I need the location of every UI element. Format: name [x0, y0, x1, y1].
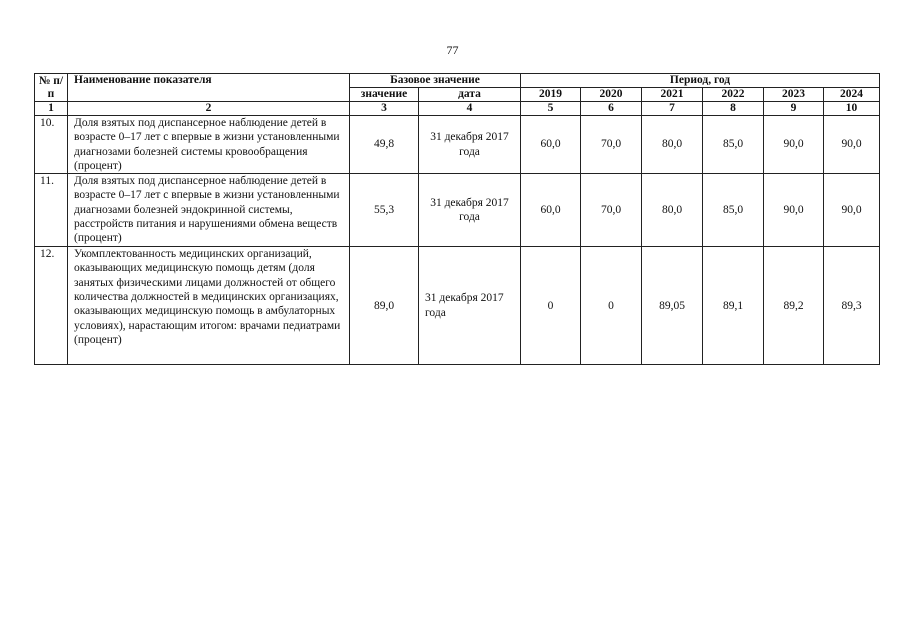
column-number: 9	[764, 102, 824, 116]
year-value: 89,05	[642, 247, 703, 365]
base-value: 55,3	[350, 174, 419, 247]
year-value: 90,0	[824, 174, 880, 247]
year-value: 70,0	[581, 174, 642, 247]
indicators-table	[34, 73, 880, 365]
column-number: 10	[824, 102, 880, 116]
year-value: 89,3	[824, 247, 880, 365]
year-value: 80,0	[642, 174, 703, 247]
year-value: 70,0	[581, 116, 642, 174]
year-value: 85,0	[703, 116, 764, 174]
header-year: 2020	[581, 88, 642, 102]
header-base-value: значение	[350, 88, 419, 102]
table-row	[35, 174, 880, 247]
row-number: 12.	[35, 247, 68, 365]
header-year: 2023	[764, 88, 824, 102]
year-value: 60,0	[521, 116, 581, 174]
header-num: № п/п	[35, 74, 68, 102]
base-value: 89,0	[350, 247, 419, 365]
indicator-name: Доля взятых под диспансерное наблюдение детей в возрасте 0–17 лет с впервые в жизни установленными диагнозами болезней системы кровообращения (процент)	[68, 116, 350, 174]
column-number: 3	[350, 102, 419, 116]
base-date: 31 декабря 2017 года	[419, 116, 521, 174]
year-value: 90,0	[824, 116, 880, 174]
column-number: 4	[419, 102, 521, 116]
column-number: 5	[521, 102, 581, 116]
indicator-name: Укомплектованность медицинских организаций, оказывающих медицинскую помощь детям (доля занятых физическими лицами должностей от общего количества должностей в медицинских организациях, оказывающих медицинскую помощь в амбулаторных условиях), нарастающим итогом: врачами педиатрами (процент)	[68, 247, 350, 365]
header-base: Базовое значение	[350, 74, 521, 88]
year-value: 80,0	[642, 116, 703, 174]
base-date: 31 декабря 2017 года	[419, 174, 521, 247]
column-number: 6	[581, 102, 642, 116]
header-year: 2019	[521, 88, 581, 102]
header-base-date: дата	[419, 88, 521, 102]
year-value: 85,0	[703, 174, 764, 247]
header-year: 2021	[642, 88, 703, 102]
year-value: 60,0	[521, 174, 581, 247]
year-value: 0	[581, 247, 642, 365]
column-number: 1	[35, 102, 68, 116]
year-value: 89,1	[703, 247, 764, 365]
year-value: 89,2	[764, 247, 824, 365]
column-number: 8	[703, 102, 764, 116]
base-value: 49,8	[350, 116, 419, 174]
year-value: 0	[521, 247, 581, 365]
table-row	[35, 247, 880, 365]
header-year: 2024	[824, 88, 880, 102]
year-value: 90,0	[764, 116, 824, 174]
header-period: Период, год	[521, 74, 880, 88]
table-row	[35, 116, 880, 174]
row-number: 11.	[35, 174, 68, 247]
page-number: 77	[446, 43, 459, 57]
column-number: 2	[68, 102, 350, 116]
year-value: 90,0	[764, 174, 824, 247]
column-number: 7	[642, 102, 703, 116]
base-date: 31 декабря 2017 года	[419, 247, 521, 365]
header-year: 2022	[703, 88, 764, 102]
row-number: 10.	[35, 116, 68, 174]
indicator-name: Доля взятых под диспансерное наблюдение детей в возрасте 0–17 лет с впервые в жизни установленными диагнозами болезней эндокринной системы, расстройств питания и нарушениями обмена веществ (процент)	[68, 174, 350, 247]
header-name: Наименование показателя	[68, 74, 350, 102]
